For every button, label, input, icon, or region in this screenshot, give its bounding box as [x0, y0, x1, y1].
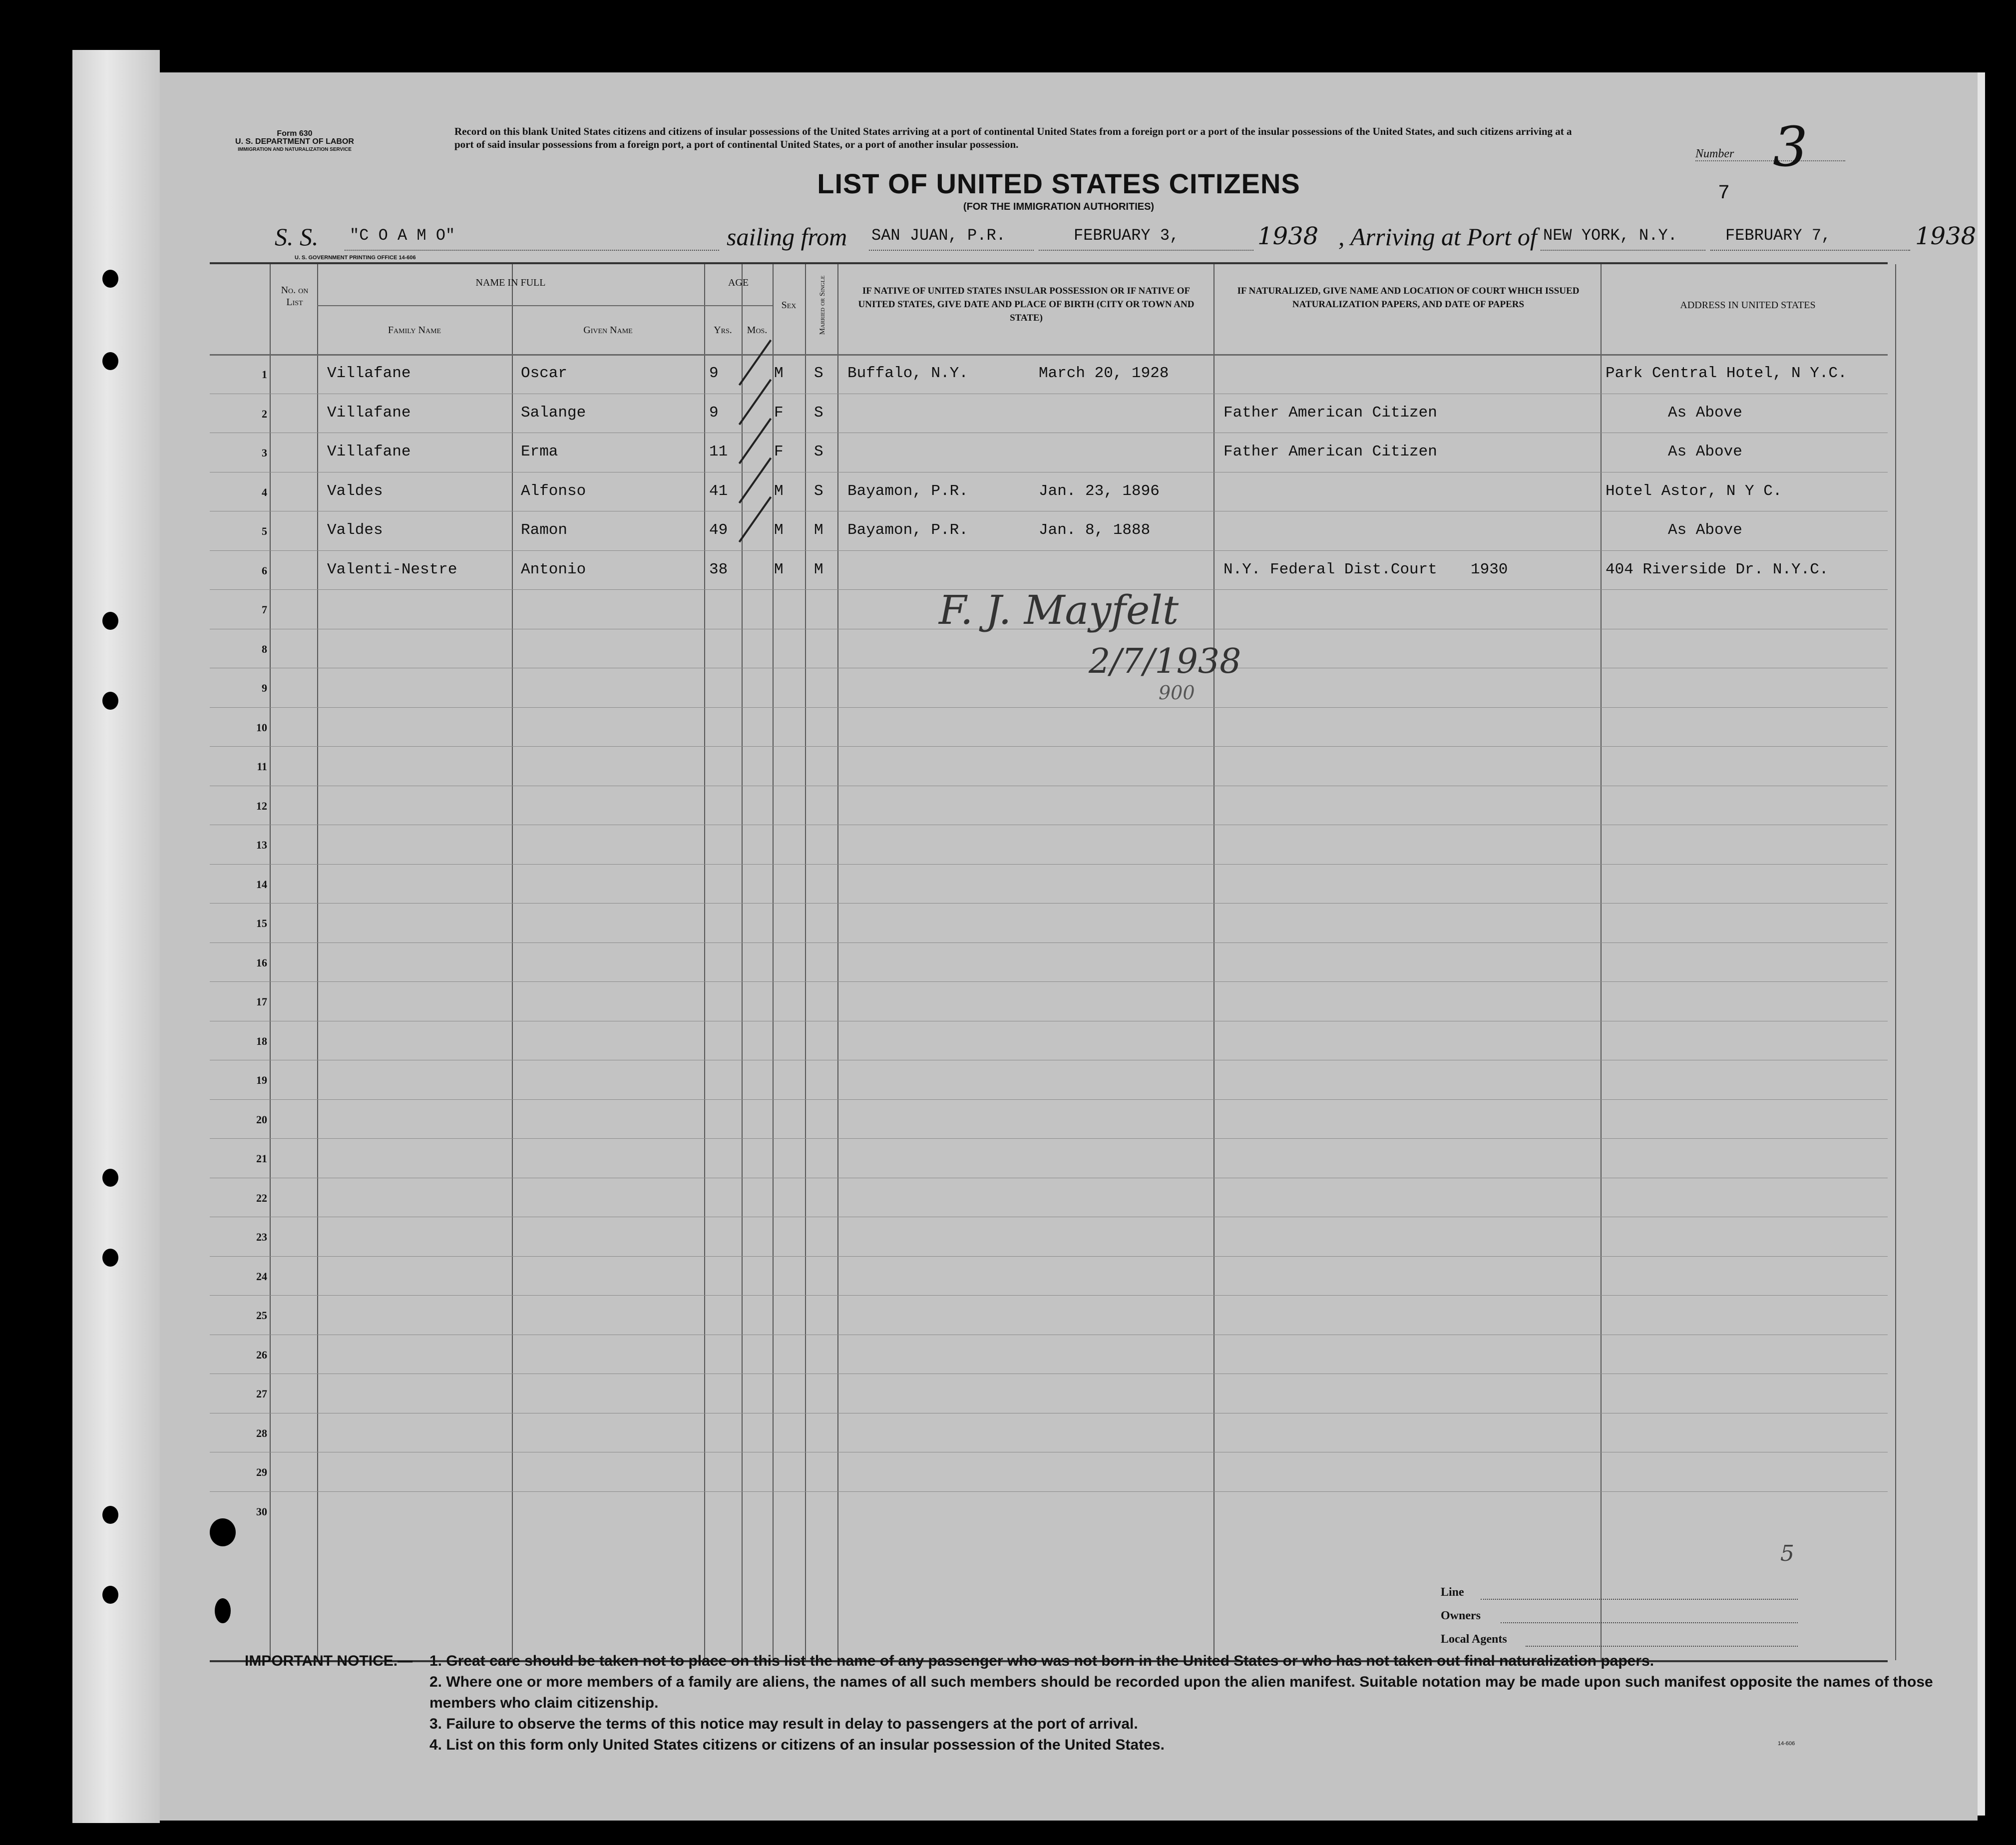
row-number: 28 [256, 1426, 267, 1439]
cell-birth-date: Jan. 8, 1888 [1039, 521, 1151, 539]
binder-hole [102, 1249, 118, 1267]
row-number: 16 [256, 956, 267, 969]
cell-sex: F [774, 443, 784, 461]
row-number: 21 [256, 1152, 267, 1165]
binder-hole [102, 270, 118, 288]
row-number: 22 [256, 1191, 267, 1204]
check-mark [739, 496, 772, 542]
passenger-table [210, 262, 1888, 1662]
header-naturalized: IF NATURALIZED, GIVE NAME AND LOCATION OF COURT WHICH ISSUED NATURALIZATION PAPERS, AND DATE OF PAPERS [1237, 286, 1580, 310]
cell-yrs: 49 [709, 521, 728, 539]
cell-address: 404 Riverside Dr. N.Y.C. [1606, 560, 1829, 578]
signature-date: 2/7/1938 [1089, 642, 1241, 681]
notice-item-4: 4. List on this form only United States citizens or citizens of an insular possession of the United States. [429, 1737, 1165, 1753]
header-sex: Sex [781, 300, 797, 311]
row-number: 2 [262, 407, 267, 420]
header-address: ADDRESS IN UNITED STATES [1680, 300, 1816, 311]
cell-address: As Above [1668, 404, 1742, 422]
row-number: 29 [256, 1466, 267, 1478]
row-number: 17 [256, 995, 267, 1008]
cell-ms: S [814, 482, 823, 500]
cell-yrs: 9 [709, 365, 719, 382]
header-native-birth: IF NATIVE OF UNITED STATES INSULAR POSSESSION OR IF NATIVE OF UNITED STATES, GIVE DATE AND PLACE OF BIRTH (CITY OR TOWN AND STATE) [858, 286, 1195, 323]
header-name-in-full: NAME IN FULL [475, 277, 546, 288]
binder-hole [215, 1598, 231, 1623]
row-divider [210, 746, 1888, 747]
page-number: 7 [1718, 182, 1730, 205]
manifest-page [160, 72, 1978, 1821]
header-mos: Mos. [747, 325, 768, 336]
departure-date: FEBRUARY 3, [1074, 226, 1180, 245]
cell-address: Park Central Hotel, N Y.C. [1606, 365, 1847, 382]
cell-naturalized: N.Y. Federal Dist.Court [1223, 560, 1437, 578]
cell-birth-place: Buffalo, N.Y. [847, 365, 968, 382]
cell-address: Hotel Astor, N Y C. [1606, 482, 1782, 500]
row-divider [210, 1295, 1888, 1296]
cell-given: Erma [521, 443, 558, 461]
notice-item-3: 3. Failure to observe the terms of this notice may result in delay to passengers at the port of arrival. [429, 1716, 1138, 1732]
row-number: 25 [256, 1309, 267, 1322]
cell-sex: M [774, 521, 784, 539]
check-mark [739, 379, 772, 425]
check-mark [739, 457, 772, 503]
row-number: 1 [262, 368, 267, 381]
notice-item-2: 2. Where one or more members of a family are aliens, the names of all such members should be recorded upon the alien manifest. Suitable notation may be made upon such manifest opposite the names of those members who claim citizenship. [429, 1674, 1933, 1711]
row-number: 13 [256, 839, 267, 851]
cell-family: Valdes [327, 482, 383, 500]
document-subtitle: (FOR THE IMMIGRATION AUTHORITIES) [963, 201, 1155, 212]
cell-sex: M [774, 365, 784, 382]
ship-name: "C O A M O" [350, 226, 455, 245]
form-code: 14-606 [1778, 1741, 1795, 1747]
binder-hole [102, 1586, 118, 1604]
cell-sex: M [774, 560, 784, 578]
row-number: 11 [257, 760, 267, 773]
departure-port: SAN JUAN, P.R. [871, 226, 1006, 245]
binder-hole [102, 352, 118, 370]
arrival-date: FEBRUARY 7, [1725, 226, 1831, 245]
row-number: 14 [256, 878, 267, 891]
footer-line-label: Line [1441, 1586, 1464, 1599]
check-mark [739, 340, 772, 386]
cell-birth-date: Jan. 23, 1896 [1039, 482, 1160, 500]
sailing-from-label: sailing from [727, 223, 847, 251]
cell-family: Villafane [327, 443, 411, 461]
cell-family: Villafane [327, 404, 411, 422]
row-number: 24 [256, 1270, 267, 1283]
ss-label: S. S. [275, 223, 319, 251]
cell-ms: S [814, 365, 823, 382]
row-number: 26 [256, 1348, 267, 1361]
cell-ms: M [814, 521, 823, 539]
header-yrs: Yrs. [714, 325, 732, 336]
row-divider [210, 1491, 1888, 1492]
row-divider [210, 550, 1888, 551]
row-divider [210, 1099, 1888, 1100]
binder-hole [102, 1506, 118, 1524]
cell-naturalized: Father American Citizen [1223, 404, 1437, 422]
record-instructions: Record on this blank United States citizens and citizens of insular possessions of the United States arriving at a port of continental United States from a foreign port or a port of the insular possessions of the United States, and such citizens arriving at a port of said insular possessions from a foreign port, a port of continental United States, or a port of another insular possession. [454, 125, 1572, 150]
cell-address: As Above [1668, 521, 1742, 539]
row-number: 9 [262, 682, 267, 694]
cell-address: As Above [1668, 443, 1742, 461]
cell-given: Antonio [521, 560, 586, 578]
notice-heading: IMPORTANT NOTICE.— [245, 1653, 413, 1669]
header-given-name: Given Name [583, 325, 633, 336]
binder-hole [102, 612, 118, 630]
row-number: 23 [256, 1231, 267, 1243]
row-divider [210, 1138, 1888, 1139]
cell-sex: M [774, 482, 784, 500]
row-number: 7 [262, 603, 267, 616]
voyage-line [275, 222, 1977, 257]
row-number: 20 [256, 1113, 267, 1126]
binder-hole [210, 1518, 236, 1546]
cell-family: Valenti-Nestre [327, 560, 457, 578]
cell-given: Oscar [521, 365, 568, 382]
departure-year: 1938 [1257, 222, 1319, 250]
cell-birth-place: Bayamon, P.R. [847, 482, 968, 500]
row-number: 27 [256, 1387, 267, 1400]
row-number: 12 [256, 799, 267, 812]
cell-yrs: 38 [709, 560, 728, 578]
cell-naturalized: Father American Citizen [1223, 443, 1437, 461]
cell-birth-date: March 20, 1928 [1039, 365, 1169, 382]
cell-ms: S [814, 443, 823, 461]
row-divider [210, 981, 1888, 982]
row-number: 15 [256, 917, 267, 929]
check-mark [739, 418, 772, 464]
department-name: U. S. DEPARTMENT OF LABOR [235, 137, 354, 146]
cell-sex: F [774, 404, 784, 422]
service-name: IMMIGRATION AND NATURALIZATION SERVICE [238, 147, 352, 152]
row-number: 8 [262, 642, 267, 655]
row-number: 4 [262, 485, 267, 498]
number-label: Number [1695, 147, 1734, 160]
row-number: 10 [256, 721, 267, 734]
cell-given: Salange [521, 404, 586, 422]
notice-item-1: 1. Great care should be taken not to place on this list the name of any passenger who was not born in the United States or who has not taken out final naturalization papers. [429, 1653, 1654, 1669]
binder-hole [102, 692, 118, 710]
row-divider [210, 707, 1888, 708]
row-number: 18 [256, 1034, 267, 1047]
printer-line: U. S. GOVERNMENT PRINTING OFFICE 14-606 [295, 255, 416, 261]
row-divider [210, 864, 1888, 865]
row-divider [210, 942, 1888, 943]
cell-yrs: 11 [709, 443, 728, 461]
cell-ms: M [814, 560, 823, 578]
arriving-label: , Arriving at Port of [1338, 223, 1537, 251]
binder-hole [102, 1169, 118, 1187]
cell-family: Villafane [327, 365, 411, 382]
cell-nat-year: 1930 [1471, 560, 1508, 578]
row-divider [210, 1256, 1888, 1257]
row-number: 3 [262, 447, 267, 459]
cell-family: Valdes [327, 521, 383, 539]
arrival-port: NEW YORK, N.Y. [1543, 226, 1677, 245]
cell-yrs: 41 [709, 482, 728, 500]
underlying-pages [72, 50, 160, 1823]
cell-yrs: 9 [709, 404, 719, 422]
row-divider [210, 903, 1888, 904]
row-number: 19 [256, 1074, 267, 1086]
page-mark: 5 [1780, 1541, 1794, 1566]
cell-given: Alfonso [521, 482, 586, 500]
signature-note: 900 [1159, 682, 1195, 704]
cell-given: Ramon [521, 521, 568, 539]
footer-agents-label: Local Agents [1441, 1633, 1507, 1646]
header-married-single: Married or Single [818, 275, 826, 335]
row-number: 6 [262, 564, 267, 577]
header-age: AGE [728, 277, 749, 288]
arrival-year: 1938 [1915, 222, 1977, 250]
form-meta [220, 130, 370, 154]
form-number: Form 630 [277, 129, 313, 138]
row-number: 30 [256, 1505, 267, 1518]
header-family-name: Family Name [388, 325, 441, 336]
cell-ms: S [814, 404, 823, 422]
cell-birth-place: Bayamon, P.R. [847, 521, 968, 539]
inspector-signature: F. J. Mayfelt [939, 587, 1179, 633]
footer-owners-label: Owners [1441, 1609, 1481, 1622]
list-number: 3 [1773, 115, 1808, 179]
document-title: LIST OF UNITED STATES CITIZENS [817, 168, 1300, 199]
number-underline [1695, 160, 1845, 161]
header-no-on-list: No. on List [281, 285, 309, 308]
row-number: 5 [262, 525, 267, 537]
